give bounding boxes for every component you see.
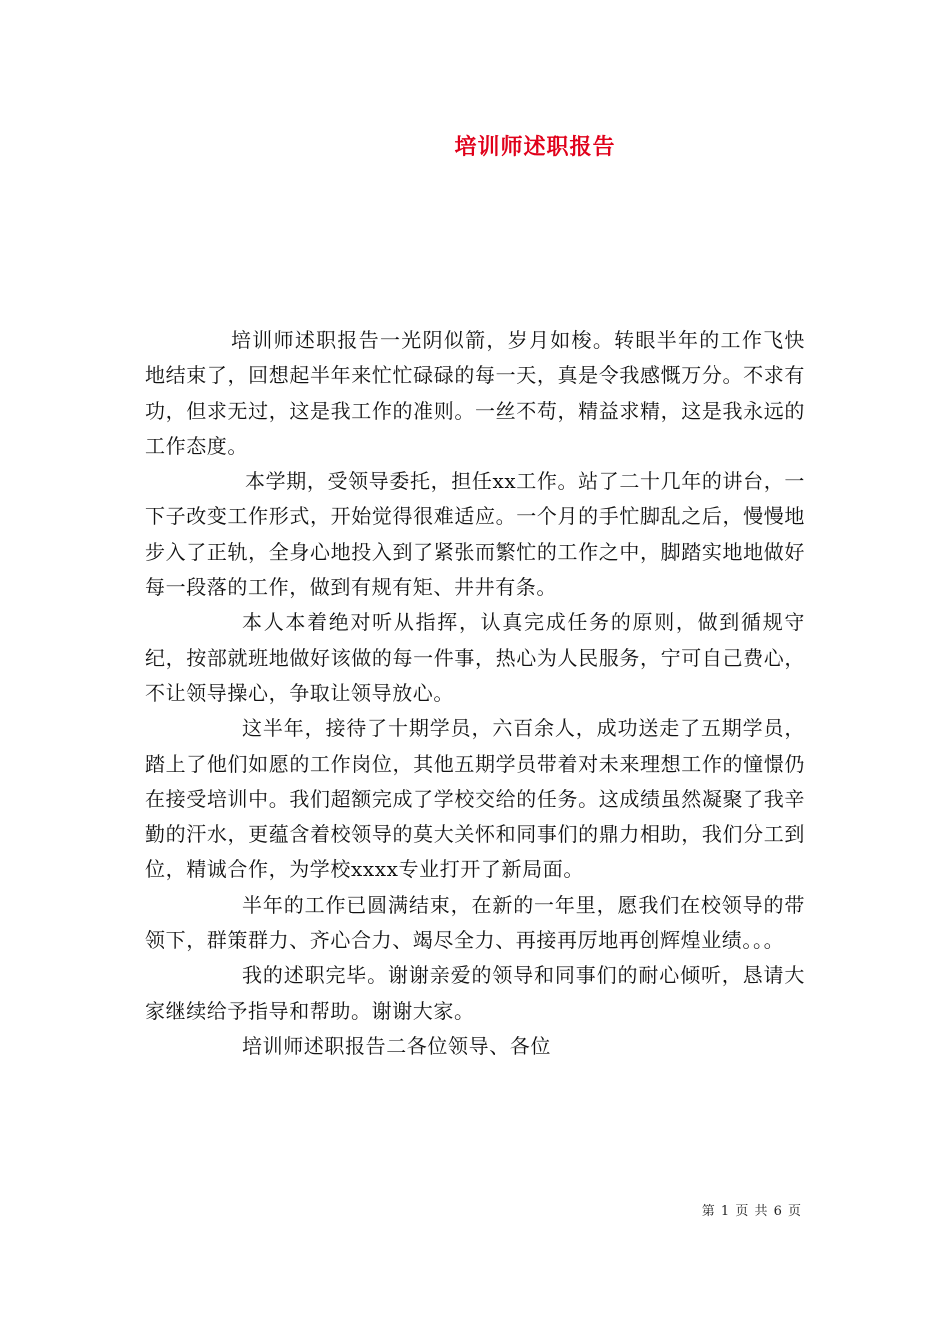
paragraph-4: 这半年，接待了十期学员，六百余人，成功送走了五期学员，踏上了他们如愿的工作岗位，其他五期学员带着对未来理想工作的憧憬仍在接受培训中。我们超额完成了学校交给的任务。这成绩虽然凝聚了我辛勤的汗水，更蕴含着校领导的莫大关怀和同事们的鼎力相助，我们分工到位，精诚合作，为学校xxxx专业打开了新局面。 [145, 716, 805, 882]
page-number: 第 1 页 共 6 页 [701, 1204, 802, 1219]
paragraph-7: 培训师述职报告二各位领导、各位 [242, 1033, 551, 1058]
document-title: 培训师述职报告 [454, 134, 616, 160]
paragraph-5: 半年的工作已圆满结束，在新的一年里，愿我们在校领导的带领下，群策群力、齐心合力、竭尽全力、再接再厉地再创辉煌业绩。。。 [145, 892, 805, 953]
paragraph-3: 本人本着绝对听从指挥，认真完成任务的原则，做到循规守纪，按部就班地做好该做的每一件事，热心为人民服务，宁可自己费心，不让领导操心，争取让领导放心。 [145, 610, 805, 705]
paragraph-6: 我的述职完毕。谢谢亲爱的领导和同事们的耐心倾听，恳请大家继续给予指导和帮助。谢谢大家。 [145, 963, 805, 1023]
paragraph-2: 本学期，受领导委托，担任xx工作。站了二十几年的讲台，一下子改变工作形式，开始觉得很难适应。一个月的手忙脚乱之后，慢慢地步入了正轨，全身心地投入到了紧张而繁忙的工作之中，脚踏实地地做好每一段落的工作，做到有规有矩、井井有条。 [145, 469, 805, 600]
document-body [145, 323, 805, 1064]
paragraph-1: 培训师述职报告一光阴似箭，岁月如梭。转眼半年的工作飞快地结束了，回想起半年来忙忙碌碌的每一天，真是令我感慨万分。不求有功，但求无过，这是我工作的准则。一丝不苟，精益求精，这是我永远的工作态度。 [145, 328, 805, 458]
